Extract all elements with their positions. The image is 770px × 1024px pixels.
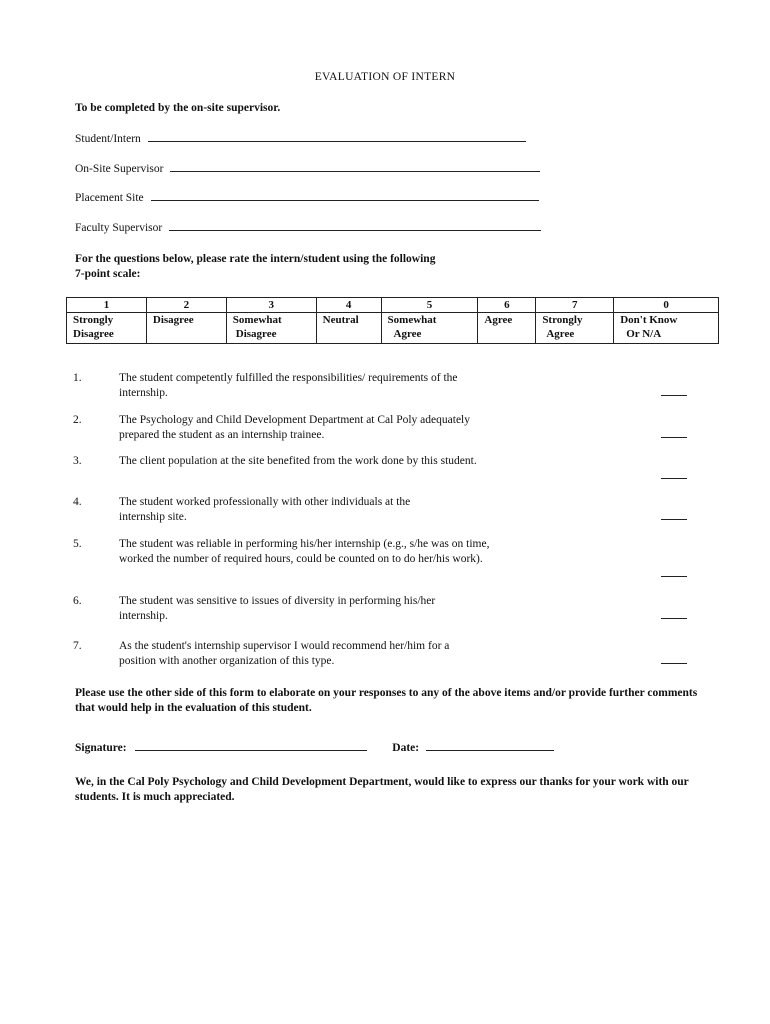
signature-label: Signature: [75, 742, 127, 754]
onsite-supervisor-label: On-Site Supervisor [75, 163, 164, 175]
question-item [73, 537, 693, 582]
rating-blank[interactable] [661, 478, 687, 479]
signature-line[interactable] [135, 740, 367, 751]
scale-label-5 [381, 313, 478, 344]
scale-num-1: 1 [67, 298, 147, 313]
student-intern-field [75, 131, 526, 145]
placement-site-field [75, 190, 539, 204]
scale-labels-row [67, 313, 719, 344]
scale-label-7-line1: Strongly [542, 314, 583, 326]
rating-blank[interactable] [661, 519, 687, 520]
question-text: The Psychology and Child Development Department at Cal Poly adequately prepared the student as an internship trainee. [119, 414, 470, 441]
date-line[interactable] [426, 740, 554, 751]
scale-label-5-line1: Somewhat [387, 314, 437, 326]
date-label: Date: [392, 742, 420, 754]
placement-site-label: Placement Site [75, 192, 144, 204]
scale-intro-line-1: For the questions below, please rate the intern/student using the following [75, 253, 436, 265]
form-instruction: To be completed by the on-site supervisor. [75, 102, 281, 114]
scale-intro [75, 252, 495, 282]
scale-label-3-line2: Disagree [235, 328, 277, 340]
question-number: 6. [73, 595, 82, 607]
scale-label-7 [536, 313, 614, 344]
rating-blank[interactable] [661, 395, 687, 396]
scale-label-0-line1: Don't Know [620, 314, 678, 326]
question-text: The client population at the site benefited from the work done by this student. [119, 455, 477, 467]
scale-num-5: 5 [381, 298, 478, 313]
faculty-supervisor-label: Faculty Supervisor [75, 222, 163, 234]
scale-label-5-line2: Agree [393, 328, 422, 340]
question-item [73, 594, 693, 624]
question-text: The student worked professionally with other individuals at the internship site. [119, 496, 411, 523]
question-item [73, 454, 693, 484]
rating-blank[interactable] [661, 576, 687, 577]
onsite-supervisor-line[interactable] [170, 161, 540, 172]
question-text: As the student's internship supervisor I would recommend her/him for a position with another organization of this type. [119, 640, 450, 667]
scale-intro-line-2: 7-point scale: [75, 268, 141, 280]
question-number: 5. [73, 538, 82, 550]
scale-label-4-line1: Neutral [322, 314, 359, 326]
scale-label-4 [316, 313, 381, 344]
scale-label-3 [226, 313, 316, 344]
rating-scale-table [66, 297, 719, 344]
scale-num-6: 6 [478, 298, 536, 313]
scale-num-4: 4 [316, 298, 381, 313]
question-number: 7. [73, 640, 82, 652]
faculty-supervisor-field [75, 220, 541, 234]
scale-label-2 [146, 313, 226, 344]
scale-label-6-line1: Agree [484, 314, 513, 326]
signature-row [75, 740, 554, 754]
question-number: 3. [73, 455, 82, 467]
question-number: 2. [73, 414, 82, 426]
question-text: The student was sensitive to issues of diversity in performing his/her internship. [119, 595, 436, 622]
scale-numbers-row [67, 298, 719, 313]
form-title: EVALUATION OF INTERN [314, 71, 456, 83]
scale-label-2-line1: Disagree [152, 314, 194, 326]
rating-blank[interactable] [661, 618, 687, 619]
student-intern-line[interactable] [148, 131, 526, 142]
placement-site-line[interactable] [151, 190, 539, 201]
elaborate-note: Please use the other side of this form to elaborate on your responses to any of the above items and/or provide further comments that would help in the evaluation of this student. [75, 687, 698, 714]
scale-label-0-line2: Or N/A [626, 328, 662, 340]
question-item [73, 639, 693, 669]
thanks-note: We, in the Cal Poly Psychology and Child Development Department, would like to express our thanks for your work with our students. It is much appreciated. [75, 776, 689, 803]
scale-label-1 [67, 313, 147, 344]
question-item [73, 413, 693, 443]
rating-blank[interactable] [661, 437, 687, 438]
onsite-supervisor-field [75, 161, 540, 175]
question-number: 4. [73, 496, 82, 508]
scale-label-7-line2: Agree [546, 328, 575, 340]
scale-num-3: 3 [226, 298, 316, 313]
question-number: 1. [73, 372, 82, 384]
scale-label-0 [614, 313, 719, 344]
question-text: The student competently fulfilled the responsibilities/ requirements of the internship. [119, 372, 458, 399]
scale-num-7: 7 [536, 298, 614, 313]
faculty-supervisor-line[interactable] [169, 220, 541, 231]
scale-label-3-line1: Somewhat [232, 314, 282, 326]
question-item [73, 495, 693, 525]
question-text: The student was reliable in performing his/her internship (e.g., s/he was on time, worked the number of required hours, could be counted on to do her/his work). [119, 538, 490, 565]
student-intern-label: Student/Intern [75, 133, 141, 145]
scale-label-1-line1: Strongly [73, 314, 114, 326]
scale-num-2: 2 [146, 298, 226, 313]
scale-label-1-line2: Disagree [73, 328, 114, 340]
scale-label-6 [478, 313, 536, 344]
question-item [73, 371, 693, 401]
scale-num-0: 0 [614, 298, 719, 313]
rating-blank[interactable] [661, 663, 687, 664]
